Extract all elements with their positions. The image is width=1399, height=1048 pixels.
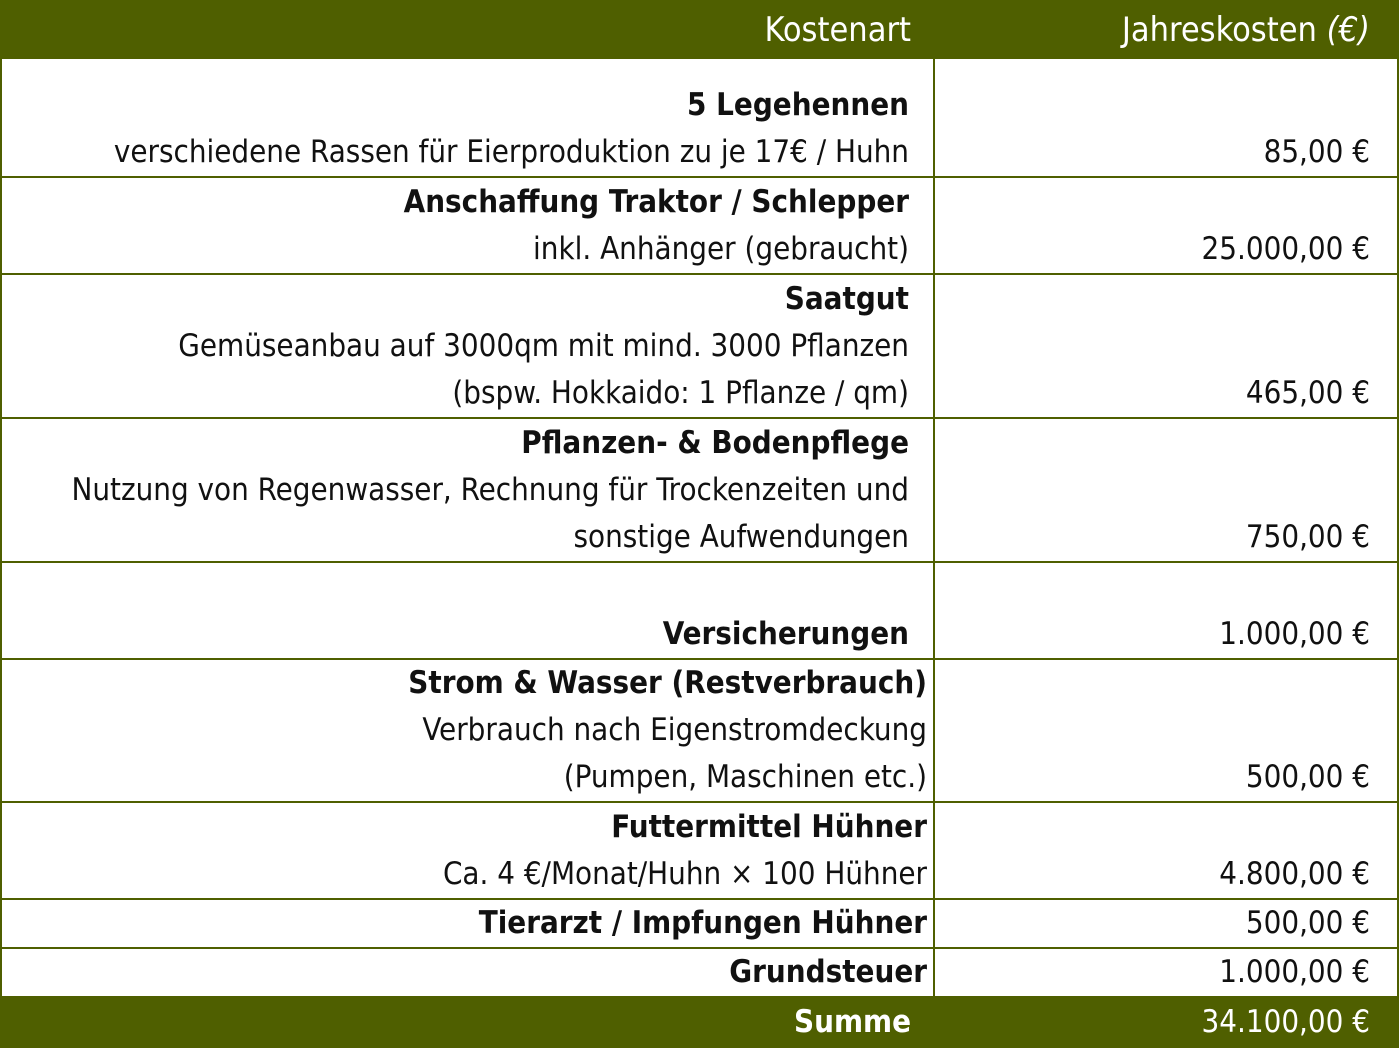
row-5-kostenart: [2, 563, 935, 658]
header-jahreskosten-text: [1122, 7, 1370, 54]
row-6-title: Strom & Wasser (Restverbrauch): [408, 665, 927, 701]
row-1-title: 5 Legehennen: [687, 87, 909, 123]
row-8-cost: [935, 900, 1397, 947]
footer-label-cell: [2, 998, 935, 1046]
header-jahreskosten: [935, 2, 1397, 59]
row-4-title: Pflanzen- & Bodenpflege: [521, 425, 909, 461]
row-7-kostenart: [2, 803, 935, 898]
header-kostenart: [2, 2, 935, 59]
row-4-cost: [935, 419, 1397, 561]
table-header: [2, 2, 1397, 59]
row-3-desc-1: Gemüseanbau auf 3000qm mit mind. 3000 Pflanzen: [178, 328, 909, 364]
row-6-kostenart: [2, 660, 935, 801]
row-9-title: Grundsteuer: [729, 954, 927, 990]
row-8-cost-value: 500,00 €: [1245, 905, 1370, 941]
row-1-cost: [935, 59, 1397, 176]
row-2-title: Anschaffung Traktor / Schlepper: [403, 184, 909, 220]
table-row: [2, 660, 1397, 803]
row-5-cost: [935, 563, 1397, 658]
footer-total-value: 34.100,00 €: [1201, 1003, 1370, 1040]
row-2-desc-1: inkl. Anhänger (gebraucht): [533, 231, 909, 267]
row-3-kostenart: [2, 275, 935, 417]
table-row: [2, 803, 1397, 900]
table-footer: [2, 998, 1397, 1046]
row-4-desc-1: Nutzung von Regenwasser, Rechnung für Trockenzeiten und: [71, 472, 909, 508]
row-5-title: Versicherungen: [662, 616, 909, 652]
table-row: [2, 275, 1397, 419]
row-6-cost: [935, 660, 1397, 801]
row-1-desc-1: verschiedene Rassen für Eierproduktion zu je 17€ / Huhn: [113, 134, 909, 170]
footer-total-cell: [935, 998, 1397, 1046]
table-row: [2, 178, 1397, 275]
header-jahreskosten-label: Jahreskosten: [1121, 10, 1317, 50]
row-6-cost-value: 500,00 €: [1245, 759, 1370, 795]
table-row: [2, 949, 1397, 998]
table-row: [2, 900, 1397, 949]
row-3-title: Saatgut: [784, 281, 909, 317]
row-7-cost: [935, 803, 1397, 898]
row-5-cost-value: 1.000,00 €: [1219, 616, 1370, 652]
footer-summe-label: Summe: [794, 1003, 911, 1040]
row-3-desc-2: (bspw. Hokkaido: 1 Pflanze / qm): [452, 375, 909, 411]
row-7-desc-1: Ca. 4 €/Monat/Huhn × 100 Hühner: [442, 856, 927, 892]
row-7-title: Futtermittel Hühner: [611, 809, 927, 845]
row-9-cost: [935, 949, 1397, 996]
row-4-desc-2: sonstige Aufwendungen: [573, 519, 909, 555]
row-2-cost-value: 25.000,00 €: [1201, 231, 1370, 267]
row-3-cost: [935, 275, 1397, 417]
row-4-cost-value: 750,00 €: [1245, 519, 1370, 555]
row-2-cost: [935, 178, 1397, 273]
table-row: [2, 59, 1397, 178]
row-9-kostenart: [2, 949, 935, 996]
row-8-title: Tierarzt / Impfungen Hühner: [478, 905, 927, 941]
table-row: [2, 419, 1397, 563]
row-6-desc-2: (Pumpen, Maschinen etc.): [563, 759, 927, 795]
row-7-cost-value: 4.800,00 €: [1219, 856, 1370, 892]
row-6-desc-1: Verbrauch nach Eigenstromdeckung: [422, 712, 927, 748]
row-4-kostenart: [2, 419, 935, 561]
header-unit: (€): [1326, 10, 1370, 50]
row-8-kostenart: [2, 900, 935, 947]
table-row: [2, 563, 1397, 660]
row-1-kostenart: [2, 59, 935, 176]
row-1-cost-value: 85,00 €: [1263, 134, 1370, 170]
row-9-cost-value: 1.000,00 €: [1219, 954, 1370, 990]
header-kostenart-label: Kostenart: [764, 10, 911, 50]
row-2-kostenart: [2, 178, 935, 273]
row-3-cost-value: 465,00 €: [1245, 375, 1370, 411]
